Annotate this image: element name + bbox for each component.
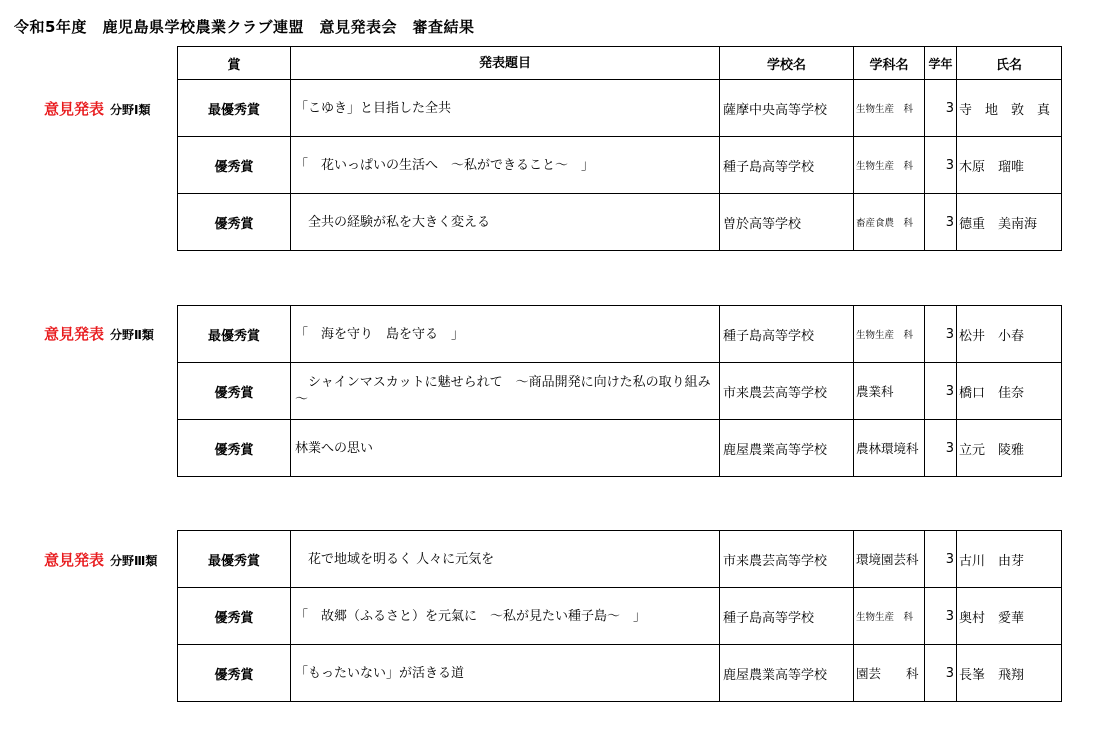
school-cell: 市来農芸高等学校 (720, 531, 854, 588)
table-row (178, 194, 1062, 251)
name-cell: 木原 瑠唯 (957, 137, 1062, 194)
section-field: 分野Ⅰ類 (110, 103, 151, 117)
table-row (178, 306, 1062, 363)
section-field: 分野Ⅱ類 (110, 328, 154, 342)
award-cell: 優秀賞 (178, 588, 291, 645)
table-row (178, 137, 1062, 194)
grade-cell: 3 (925, 306, 957, 363)
dept-cell: 畜産食農 科 (854, 194, 925, 251)
dept-cell: 生物生産 科 (854, 588, 925, 645)
grade-cell: 3 (925, 194, 957, 251)
grade-cell: 3 (925, 420, 957, 477)
name-cell: 長峯 飛翔 (957, 645, 1062, 702)
name-cell: 奥村 愛華 (957, 588, 1062, 645)
section-category: 意見発表 (44, 325, 105, 343)
school-cell: 種子島高等学校 (720, 588, 854, 645)
dept-cell: 生物生産 科 (854, 137, 925, 194)
award-cell: 最優秀賞 (178, 306, 291, 363)
grade-cell: 3 (925, 645, 957, 702)
dept-cell: 生物生産 科 (854, 306, 925, 363)
header-row (178, 47, 1062, 80)
header-dept: 学科名 (854, 47, 925, 80)
table-row (178, 80, 1062, 137)
title-cell: シャインマスカットに魅せられて ～商品開発に向けた私の取り組み～ (291, 363, 720, 420)
name-cell: 古川 由芽 (957, 531, 1062, 588)
award-cell: 優秀賞 (178, 645, 291, 702)
section-category: 意見発表 (44, 100, 105, 118)
title-cell: 「 花いっぱいの生活へ ～私ができること～ 」 (291, 137, 720, 194)
school-cell: 市来農芸高等学校 (720, 363, 854, 420)
grade-cell: 3 (925, 137, 957, 194)
school-cell: 鹿屋農業高等学校 (720, 645, 854, 702)
title-cell: 「 海を守り 島を守る 」 (291, 306, 720, 363)
name-cell: 德重 美南海 (957, 194, 1062, 251)
award-cell: 優秀賞 (178, 363, 291, 420)
dept-cell: 農林環境科 (854, 420, 925, 477)
name-cell: 橋口 佳奈 (957, 363, 1062, 420)
dept-cell: 生物生産 科 (854, 80, 925, 137)
table-row (178, 420, 1062, 477)
award-cell: 優秀賞 (178, 194, 291, 251)
dept-cell: 園芸 科 (854, 645, 925, 702)
header-school: 学校名 (720, 47, 854, 80)
table-row (178, 588, 1062, 645)
school-cell: 曽於高等学校 (720, 194, 854, 251)
grade-cell: 3 (925, 588, 957, 645)
table-row (178, 645, 1062, 702)
results-table-2 (177, 305, 1062, 477)
section-category: 意見発表 (44, 551, 105, 569)
grade-cell: 3 (925, 531, 957, 588)
school-cell: 種子島高等学校 (720, 306, 854, 363)
table-row (178, 531, 1062, 588)
section-field: 分野Ⅲ類 (110, 554, 158, 568)
title-cell: 「もったいない」が活きる道 (291, 645, 720, 702)
title-cell: 全共の経験が私を大きく変える (291, 194, 720, 251)
award-cell: 最優秀賞 (178, 80, 291, 137)
award-cell: 最優秀賞 (178, 531, 291, 588)
header-title: 発表題目 (291, 47, 720, 80)
section-label-2 (44, 323, 154, 344)
header-grade: 学年 (925, 47, 957, 80)
name-cell: 松井 小春 (957, 306, 1062, 363)
title-cell: 林業への思い (291, 420, 720, 477)
award-cell: 優秀賞 (178, 137, 291, 194)
school-cell: 薩摩中央高等学校 (720, 80, 854, 137)
name-cell: 立元 陵雅 (957, 420, 1062, 477)
grade-cell: 3 (925, 80, 957, 137)
dept-cell: 農業科 (854, 363, 925, 420)
results-table-3 (177, 530, 1062, 702)
table-row (178, 363, 1062, 420)
grade-cell: 3 (925, 363, 957, 420)
school-cell: 鹿屋農業高等学校 (720, 420, 854, 477)
title-cell: 「こゆき」と目指した全共 (291, 80, 720, 137)
header-award: 賞 (178, 47, 291, 80)
title-cell: 「 故郷（ふるさと）を元氣に ～私が見たい種子島～ 」 (291, 588, 720, 645)
results-table-1 (177, 46, 1062, 251)
dept-cell: 環境園芸科 (854, 531, 925, 588)
header-name: 氏名 (957, 47, 1062, 80)
name-cell: 寺 地 敦 真 (957, 80, 1062, 137)
section-label-1 (44, 98, 150, 119)
title-cell: 花で地域を明るく 人々に元気を (291, 531, 720, 588)
school-cell: 種子島高等学校 (720, 137, 854, 194)
section-label-3 (44, 549, 157, 570)
page-title: 令和5年度 鹿児島県学校農業クラブ連盟 意見発表会 審査結果 (14, 18, 475, 36)
award-cell: 優秀賞 (178, 420, 291, 477)
